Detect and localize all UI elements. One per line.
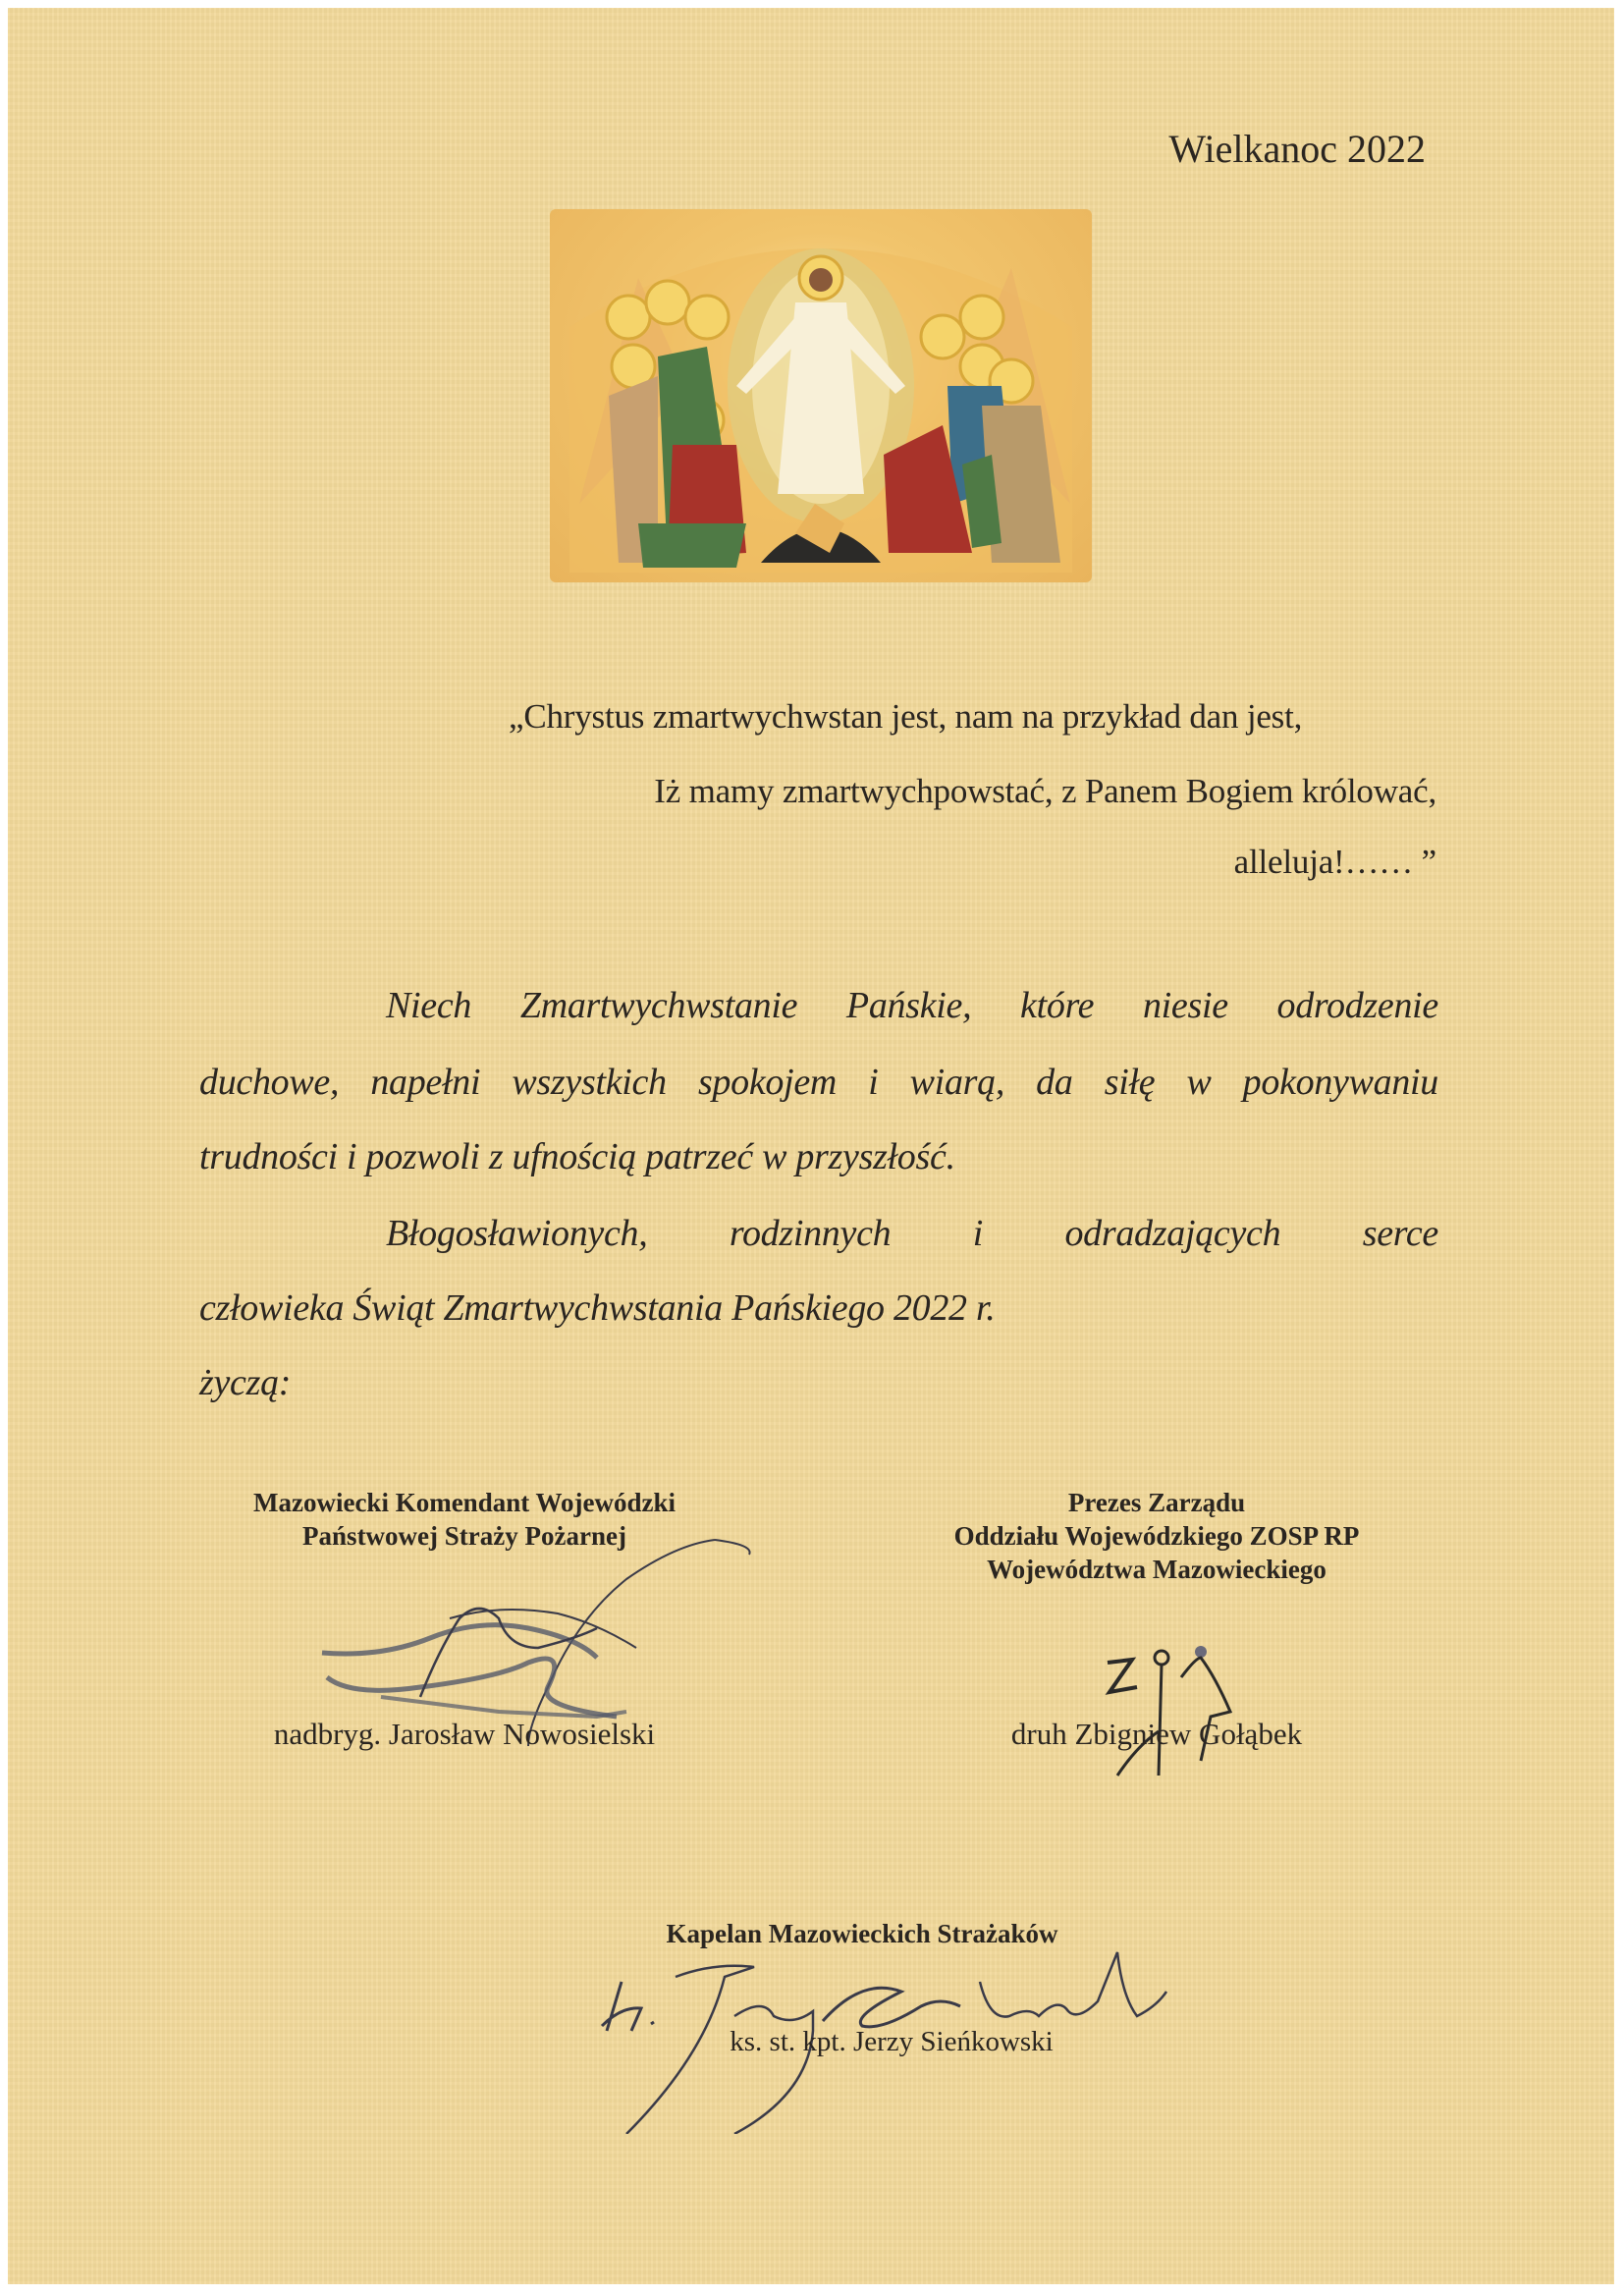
wish-paragraph-1-line-1: Niech Zmartwychwstanie Pańskie, które niesie odrodzenie — [386, 985, 1438, 1026]
left-title-line-1: Mazowiecki Komendant Wojewódzki — [253, 1488, 676, 1517]
wish-paragraph-1-line-2: duchowe, napełni wszystkich spokojem i wiarą, da siłę w pokonywaniu — [199, 1062, 1438, 1103]
verse-line-2: Iż mamy zmartwychpowstać, z Panem Bogiem królować, — [654, 772, 1436, 810]
right-handwritten-signature — [1088, 1638, 1284, 1785]
wish-paragraph-1-line-3: trudności i pozwoli z ufnością patrzeć w przyszłość. — [199, 1136, 955, 1177]
right-signatory-name: druh Zbigniew Gołąbek — [1010, 1717, 1303, 1751]
closing-word: życzą: — [199, 1362, 292, 1403]
verse-line-1: „Chrystus zmartwychwstan jest, nam na przykład dan jest, — [509, 697, 1303, 736]
left-signatory-name: nadbryg. Jarosław Nowosielski — [273, 1717, 656, 1751]
resurrection-icon-image — [550, 209, 1092, 582]
date-heading: Wielkanoc 2022 — [1168, 127, 1426, 171]
right-title-line-3: Województwa Mazowieckiego — [987, 1555, 1326, 1584]
right-title-line-2: Oddziału Wojewódzkiego ZOSP RP — [953, 1521, 1360, 1551]
wish-paragraph-2-line-2: człowieka Świąt Zmartwychwstania Pańskiego 2022 r. — [199, 1287, 996, 1329]
right-signatory-title — [872, 1486, 1441, 1586]
left-signatory-title — [180, 1486, 749, 1553]
verse-line-3: alleluja!…… ” — [1233, 843, 1436, 881]
chaplain-name: ks. st. kpt. Jerzy Sieńkowski — [730, 2026, 1054, 2057]
chaplain-title: Kapelan Mazowieckich Strażaków — [666, 1919, 1058, 1948]
left-title-line-2: Państwowej Straży Pożarnej — [302, 1521, 626, 1551]
right-title-line-1: Prezes Zarządu — [1067, 1488, 1246, 1517]
wish-paragraph-2-line-1: Błogosławionych, rodzinnych i odradzających serce — [386, 1213, 1438, 1254]
letter-page — [8, 8, 1614, 2284]
